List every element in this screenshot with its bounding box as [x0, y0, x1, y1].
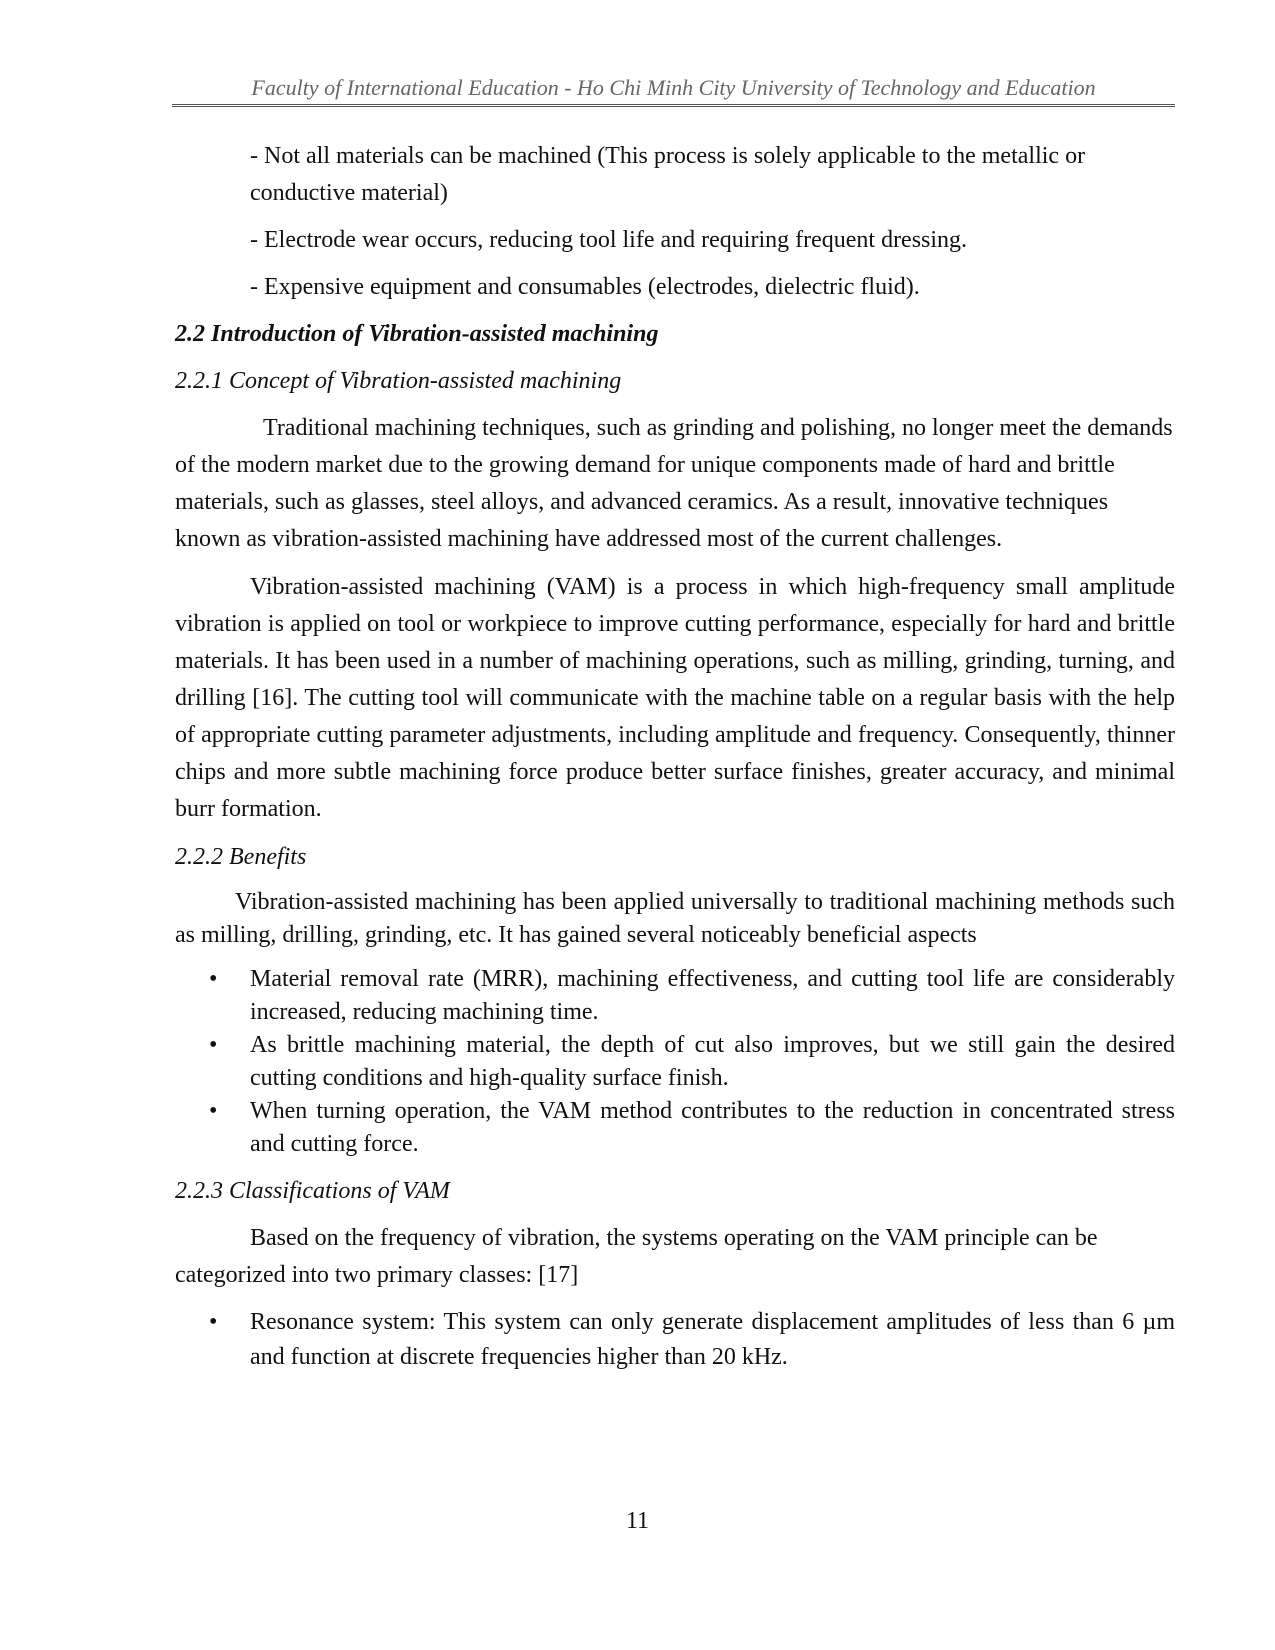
- drawback-item: - Not all materials can be machined (This process is solely applicable to the metallic or conductive material): [250, 143, 1086, 206]
- paragraph: Vibration-assisted machining has been applied universally to traditional machining methods such as milling, drilling, grinding, etc. It has gained several noticeably beneficial aspects: [175, 889, 1175, 948]
- subsection-heading-2-2-1: 2.2.1 Concept of Vibration-assisted machining: [175, 368, 622, 394]
- list-item: [175, 1029, 1175, 1095]
- bullet-icon: •: [209, 1032, 218, 1058]
- bullet-icon: •: [209, 966, 218, 992]
- benefits-list: [175, 963, 1175, 1161]
- subsection-heading-2-2-2: 2.2.2 Benefits: [175, 844, 307, 870]
- classification-list: [175, 1305, 1175, 1375]
- list-item: [175, 963, 1175, 1029]
- list-item-text: When turning operation, the VAM method contributes to the reduction in concentrated stress and cutting force.: [250, 1098, 1175, 1157]
- list-item-text: As brittle machining material, the depth of cut also improves, but we still gain the desired cutting conditions and high-quality surface finish.: [250, 1032, 1175, 1091]
- page-body: [175, 138, 1175, 1387]
- list-item: [175, 1305, 1175, 1375]
- list-item-text: Resonance system: This system can only generate displacement amplitudes of less than 6 µm and function at discrete frequencies higher than 20 kHz.: [250, 1309, 1175, 1370]
- drawback-item: - Electrode wear occurs, reducing tool life and requiring frequent dressing.: [250, 227, 968, 253]
- section-heading-2-2: 2.2 Introduction of Vibration-assisted machining: [175, 321, 659, 347]
- header-text: Faculty of International Education - Ho Chi Minh City University of Technology and Education: [251, 75, 1096, 100]
- subsection-heading-2-2-3: 2.2.3 Classifications of VAM: [175, 1178, 450, 1204]
- paragraph: Based on the frequency of vibration, the systems operating on the VAM principle can be categorized into two primary classes: [17]: [175, 1225, 1098, 1288]
- paragraph: Traditional machining techniques, such as grinding and polishing, no longer meet the demands of the modern market due to the growing demand for unique components made of hard and brittle materials, such as glasses, steel alloys, and advanced ceramics. As a result, innovative techniques known as vibration-assisted machining have addressed most of the current challenges.: [175, 415, 1173, 552]
- bullet-icon: •: [209, 1098, 218, 1124]
- page-header: [172, 70, 1175, 107]
- list-item-text: Material removal rate (MRR), machining effectiveness, and cutting tool life are considerably increased, reducing machining time.: [250, 966, 1175, 1025]
- page-number: 11: [625, 1508, 650, 1534]
- bullet-icon: •: [209, 1309, 218, 1335]
- paragraph: Vibration-assisted machining (VAM) is a process in which high-frequency small amplitude vibration is applied on tool or workpiece to improve cutting performance, especially for hard and brittle materials. It has been used in a number of machining operations, such as milling, grinding, turning, and drilling [16]. The cutting tool will communicate with the machine table on a regular basis with the help of appropriate cutting parameter adjustments, including amplitude and frequency. Consequently, thinner chips and more subtle machining force produce better surface finishes, greater accuracy, and minimal burr formation.: [175, 574, 1175, 822]
- drawback-item: - Expensive equipment and consumables (electrodes, dielectric fluid).: [250, 274, 920, 300]
- list-item: [175, 1095, 1175, 1161]
